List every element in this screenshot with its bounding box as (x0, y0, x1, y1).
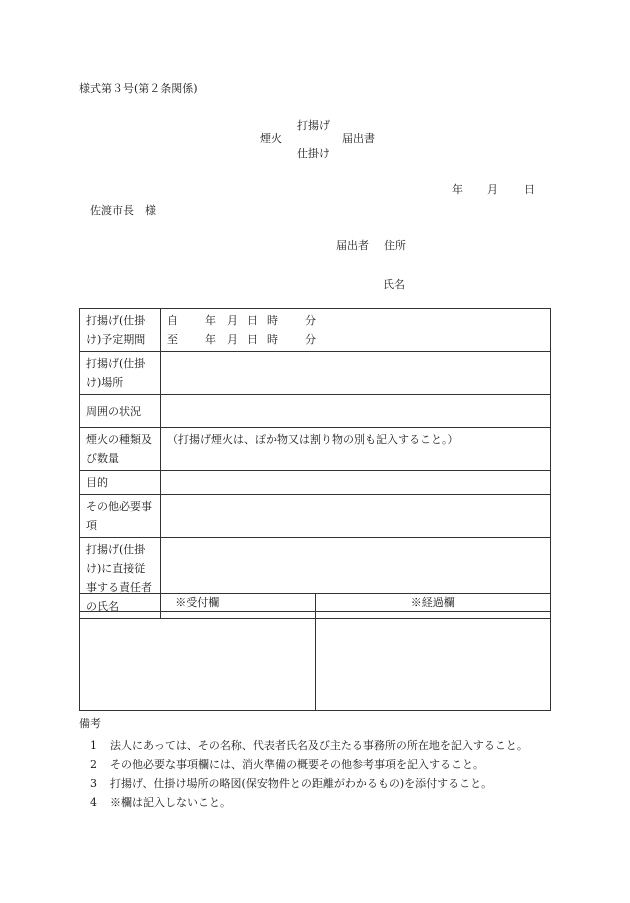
note-item: 4 ※欄は記入しないこと。 (90, 796, 231, 809)
period-to (167, 330, 544, 349)
fireworks-type-field[interactable] (161, 428, 551, 471)
reception-header: ※受付欄 (80, 594, 316, 612)
hour-unit: 時 (267, 333, 278, 346)
date-year-label: 年 (452, 183, 463, 196)
note-item: 3 打揚げ、仕掛け場所の略図(保安物件との距離がわかるもの)を添付すること。 (90, 777, 493, 790)
purpose-field[interactable] (161, 471, 551, 495)
addressee: 佐渡市長 様 (90, 204, 156, 217)
day-unit: 日 (247, 333, 258, 346)
title-option-launch: 打揚げ (297, 119, 330, 132)
month-unit: 月 (227, 333, 238, 346)
table-row (80, 395, 551, 428)
hour-unit: 時 (267, 314, 278, 327)
notification-table (79, 308, 551, 619)
reception-field (80, 612, 316, 711)
notes-title: 備考 (79, 717, 101, 730)
notifier-label: 届出者 (336, 239, 369, 252)
table-row (80, 428, 551, 471)
date-day-label: 日 (524, 183, 535, 196)
title-suffix: 届出書 (342, 132, 375, 145)
from-label: 自 (167, 314, 178, 327)
surroundings-label: 周囲の状況 (80, 395, 161, 428)
table-row (80, 495, 551, 538)
office-use-table (79, 593, 551, 711)
period-label: 打揚げ(仕掛け)予定期間 (80, 309, 161, 352)
title-prefix: 煙火 (260, 132, 282, 145)
note-item: 2 その他必要な事項欄には、消火準備の概要その他参考事項を記入すること。 (90, 758, 484, 771)
form-number-label: 様式第３号(第２条関係) (79, 82, 198, 95)
day-unit: 日 (247, 314, 258, 327)
table-row (80, 471, 551, 495)
period-field[interactable] (161, 309, 551, 352)
minute-unit: 分 (305, 333, 316, 346)
progress-field (315, 612, 551, 711)
address-label: 住所 (384, 239, 406, 252)
to-label: 至 (167, 333, 178, 346)
month-unit: 月 (227, 314, 238, 327)
note-item: 1 法人にあっては、その名称、代表者氏名及び主たる事務所の所在地を記入すること。 (90, 739, 528, 752)
purpose-label: 目的 (80, 471, 161, 495)
title-option-setpiece: 仕掛け (297, 147, 330, 160)
name-label: 氏名 (383, 278, 405, 291)
other-matters-field[interactable] (161, 495, 551, 538)
period-from (167, 311, 544, 330)
table-row (80, 309, 551, 352)
year-unit: 年 (205, 333, 216, 346)
fireworks-type-label: 煙火の種類及び数量 (80, 428, 161, 471)
responsible-person-label: 打揚げ(仕掛け)に直接従事する責任者の氏名 (80, 538, 161, 619)
surroundings-field[interactable] (161, 395, 551, 428)
date-month-label: 月 (487, 183, 498, 196)
year-unit: 年 (205, 314, 216, 327)
progress-header: ※経過欄 (315, 594, 551, 612)
fireworks-type-note: （打揚げ煙火は、ぽか物又は割り物の別も記入すること。） (167, 433, 459, 446)
other-matters-label: その他必要事項 (80, 495, 161, 538)
minute-unit: 分 (305, 314, 316, 327)
location-label: 打揚げ(仕掛け)場所 (80, 352, 161, 395)
table-row (80, 352, 551, 395)
location-field[interactable] (161, 352, 551, 395)
